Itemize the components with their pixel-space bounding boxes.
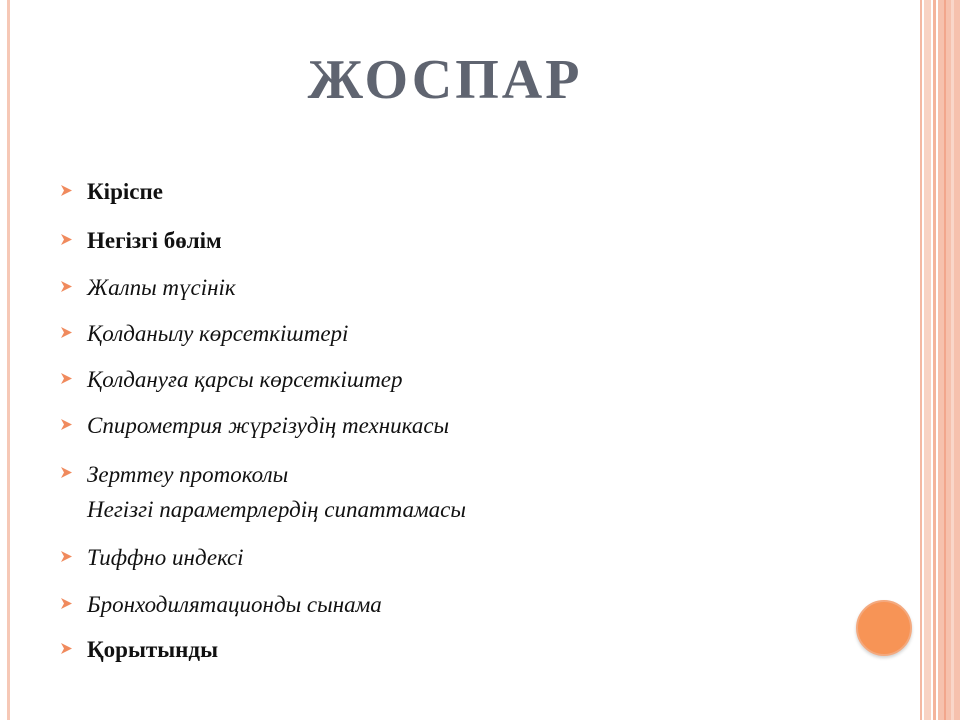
right-stripe <box>924 0 931 720</box>
list-item <box>60 457 466 527</box>
arrow-bullet-icon <box>60 466 73 479</box>
right-stripe <box>938 0 960 720</box>
list-item <box>60 636 466 664</box>
arrow-bullet-icon <box>60 233 73 246</box>
list-item <box>60 274 466 302</box>
arrow-bullet-icon <box>60 184 73 197</box>
list-item <box>60 412 466 440</box>
list-item-text: Зерттеу протоколы <box>87 462 289 487</box>
bullet-list <box>60 178 466 664</box>
right-stripe <box>951 0 954 720</box>
list-item <box>60 591 466 619</box>
arrow-bullet-icon <box>60 326 73 339</box>
right-stripe <box>944 0 946 720</box>
list-item-text: Негізгі бөлім <box>87 228 222 253</box>
arrow-bullet-icon <box>60 280 73 293</box>
list-item <box>60 178 466 206</box>
arrow-bullet-icon <box>60 642 73 655</box>
list-item-text: Тиффно индексі <box>87 545 244 570</box>
list-item-text: Қолданылу көрсеткіштері <box>87 321 349 346</box>
list-item <box>60 366 466 394</box>
list-item-text: Бронходилятационды сынама <box>87 592 382 617</box>
orange-circle <box>856 600 912 656</box>
arrow-bullet-icon <box>60 372 73 385</box>
arrow-bullet-icon <box>60 597 73 610</box>
list-item <box>60 227 466 255</box>
slide-title: ЖОСПАР <box>307 49 583 111</box>
right-stripe <box>933 0 936 720</box>
list-item-text: Қолдануға қарсы көрсеткіштер <box>87 367 403 392</box>
list-item-continuation: Негізгі параметрлердің сипаттамасы <box>87 497 466 522</box>
arrow-bullet-icon <box>60 418 73 431</box>
list-item-text: Спирометрия жүргізудің техникасы <box>87 413 450 438</box>
list-item-text: Жалпы түсінік <box>87 275 236 300</box>
list-item <box>60 320 466 348</box>
right-stripe <box>920 0 922 720</box>
list-item-text: Кіріспе <box>87 179 163 204</box>
list-item-text: Қорытынды <box>87 637 219 662</box>
arrow-bullet-icon <box>60 550 73 563</box>
list-item <box>60 544 466 572</box>
